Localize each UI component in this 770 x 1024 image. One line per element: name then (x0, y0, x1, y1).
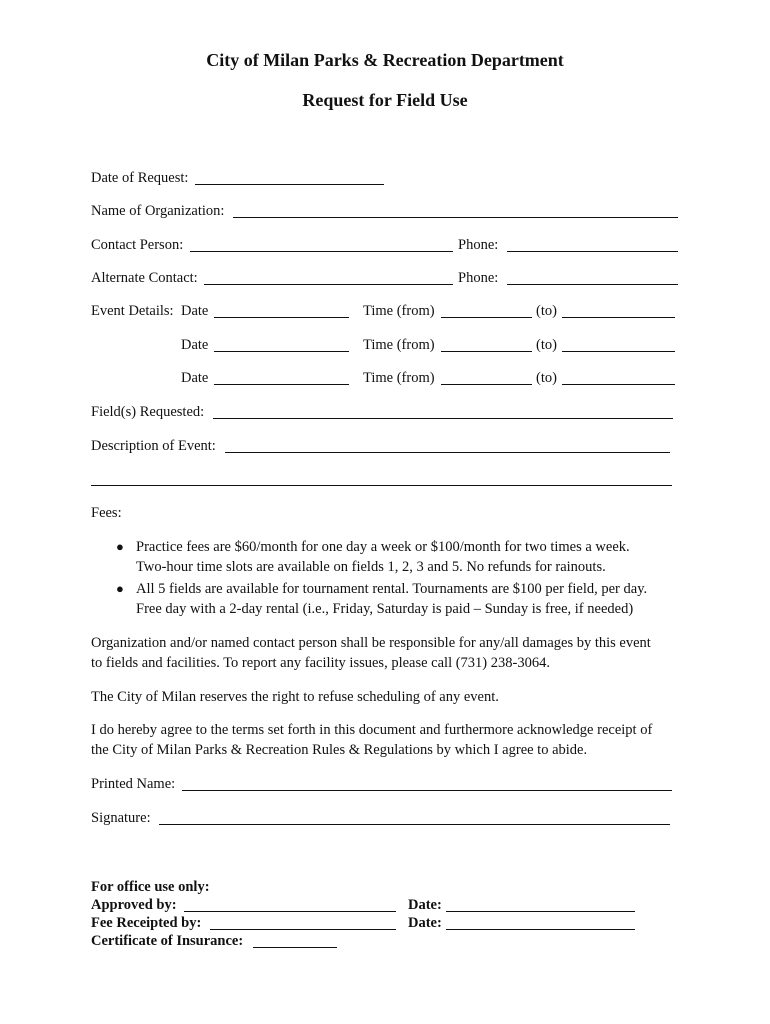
time-to-label-3: (to) (536, 370, 557, 386)
certificate-of-insurance-field[interactable] (253, 947, 337, 948)
alternate-contact-label: Alternate Contact: (91, 270, 198, 286)
contact-phone-field[interactable] (507, 251, 678, 252)
certificate-of-insurance-label: Certificate of Insurance: (91, 933, 244, 949)
time-to-field-1[interactable] (562, 317, 675, 318)
description-field[interactable] (225, 452, 670, 453)
bullet-icon: ● (116, 539, 124, 554)
event-date-field-3[interactable] (214, 384, 349, 385)
printed-name-field[interactable] (182, 790, 672, 791)
alternate-phone-label: Phone: (458, 270, 499, 286)
approved-date-field[interactable] (446, 911, 635, 912)
time-from-field-2[interactable] (441, 351, 532, 352)
time-from-field-1[interactable] (441, 317, 532, 318)
description-label: Description of Event: (91, 438, 216, 454)
fee-date-field[interactable] (446, 929, 635, 930)
time-to-field-2[interactable] (562, 351, 675, 352)
contact-phone-label: Phone: (458, 237, 499, 253)
contact-person-label: Contact Person: (91, 237, 184, 253)
damages-paragraph-line-1: Organization and/or named contact person shall be responsible for any/all damages by this event (91, 635, 651, 651)
time-to-field-3[interactable] (562, 384, 675, 385)
bullet-icon: ● (116, 581, 124, 596)
page-title: City of Milan Parks & Recreation Department (206, 50, 564, 70)
fees-heading: Fees: (91, 505, 122, 521)
event-date-label-2: Date (181, 337, 209, 353)
date-of-request-field[interactable] (195, 184, 384, 185)
description-field-continued[interactable] (91, 485, 672, 486)
alternate-contact-field[interactable] (204, 284, 453, 285)
fields-requested-label: Field(s) Requested: (91, 404, 205, 420)
event-date-label-3: Date (181, 370, 209, 386)
contact-person-field[interactable] (190, 251, 453, 252)
fee-receipted-by-label: Fee Receipted by: (91, 915, 202, 931)
fee-receipted-by-field[interactable] (210, 929, 396, 930)
printed-name-label: Printed Name: (91, 776, 176, 792)
signature-field[interactable] (159, 824, 670, 825)
fee-bullet-1-line-1: Practice fees are $60/month for one day a week or $100/month for two times a week. (136, 539, 630, 555)
time-from-label-1: Time (from) (363, 303, 435, 319)
refuse-right-paragraph: The City of Milan reserves the right to refuse scheduling of any event. (91, 689, 499, 705)
time-from-field-3[interactable] (441, 384, 532, 385)
event-details-label: Event Details: (91, 303, 174, 319)
approved-by-field[interactable] (184, 911, 396, 912)
alternate-phone-field[interactable] (507, 284, 678, 285)
event-date-label-1: Date (181, 303, 209, 319)
approved-date-label: Date: (408, 897, 442, 913)
organization-field[interactable] (233, 217, 678, 218)
time-to-label-1: (to) (536, 303, 557, 319)
time-to-label-2: (to) (536, 337, 557, 353)
signature-label: Signature: (91, 810, 151, 826)
fee-bullet-1-line-2: Two-hour time slots are available on fields 1, 2, 3 and 5. No refunds for rainouts. (136, 559, 606, 575)
fields-requested-field[interactable] (213, 418, 673, 419)
time-from-label-3: Time (from) (363, 370, 435, 386)
approved-by-label: Approved by: (91, 897, 177, 913)
event-date-field-2[interactable] (214, 351, 349, 352)
form-subtitle: Request for Field Use (302, 90, 468, 110)
event-date-field-1[interactable] (214, 317, 349, 318)
office-use-heading: For office use only: (91, 879, 210, 895)
fee-bullet-2-line-1: All 5 fields are available for tournament rental. Tournaments are $100 per field, per day. (136, 581, 648, 597)
time-from-label-2: Time (from) (363, 337, 435, 353)
fee-bullet-2-line-2: Free day with a 2-day rental (i.e., Friday, Saturday is paid – Sunday is free, if needed) (136, 601, 634, 617)
damages-paragraph-line-2: to fields and facilities. To report any facility issues, please call (731) 238-3064. (91, 655, 550, 671)
organization-label: Name of Organization: (91, 203, 225, 219)
agreement-paragraph-line-1: I do hereby agree to the terms set forth in this document and furthermore acknowledge receipt of (91, 722, 653, 738)
agreement-paragraph-line-2: the City of Milan Parks & Recreation Rules & Regulations by which I agree to abide. (91, 742, 588, 758)
date-of-request-label: Date of Request: (91, 170, 189, 186)
fee-date-label: Date: (408, 915, 442, 931)
